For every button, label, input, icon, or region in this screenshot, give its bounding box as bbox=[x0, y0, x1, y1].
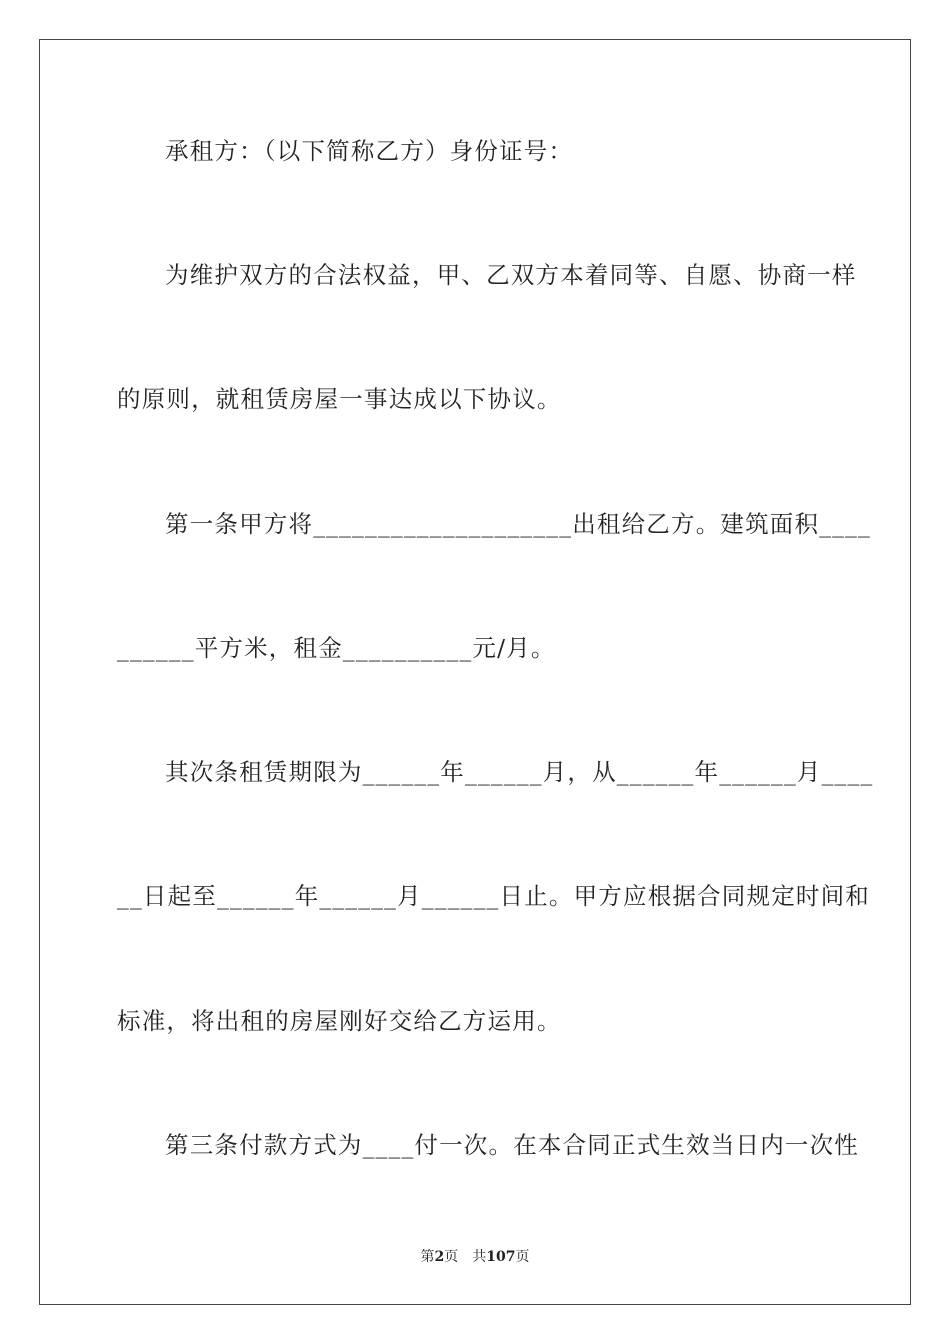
total-pages: 107 bbox=[486, 1249, 516, 1265]
total-suffix: 页 bbox=[515, 1249, 530, 1265]
page-prefix: 第 bbox=[420, 1249, 435, 1265]
page-footer bbox=[0, 1248, 950, 1266]
page-suffix: 页 bbox=[444, 1249, 459, 1265]
page-frame bbox=[39, 39, 911, 1305]
article-2-line-2: __日起至______年______月______日止。甲方应根据合同规定时间和 bbox=[117, 882, 870, 910]
article-3-line-1: 第三条付款方式为____付一次。在本合同正式生效当日内一次性 bbox=[165, 1131, 859, 1159]
article-1-line-1: 第一条甲方将____________________出租给乙方。建筑面积____ bbox=[165, 510, 871, 538]
lessee-line: 承租方：（以下简称乙方）身份证号： bbox=[165, 137, 574, 165]
preamble-line-1: 为维护双方的合法权益，甲、乙双方本着同等、自愿、协商一样 bbox=[165, 261, 857, 289]
article-2-line-3: 标准，将出租的房屋刚好交给乙方运用。 bbox=[117, 1007, 562, 1035]
page-number: 2 bbox=[434, 1249, 445, 1265]
preamble-line-2: 的原则，就租赁房屋一事达成以下协议。 bbox=[117, 385, 562, 413]
total-prefix: 共 bbox=[472, 1249, 487, 1265]
article-1-line-2: ______平方米，租金__________元/月。 bbox=[117, 634, 556, 662]
article-2-line-1: 其次条租赁期限为______年______月，从______年______月____ bbox=[165, 758, 874, 786]
